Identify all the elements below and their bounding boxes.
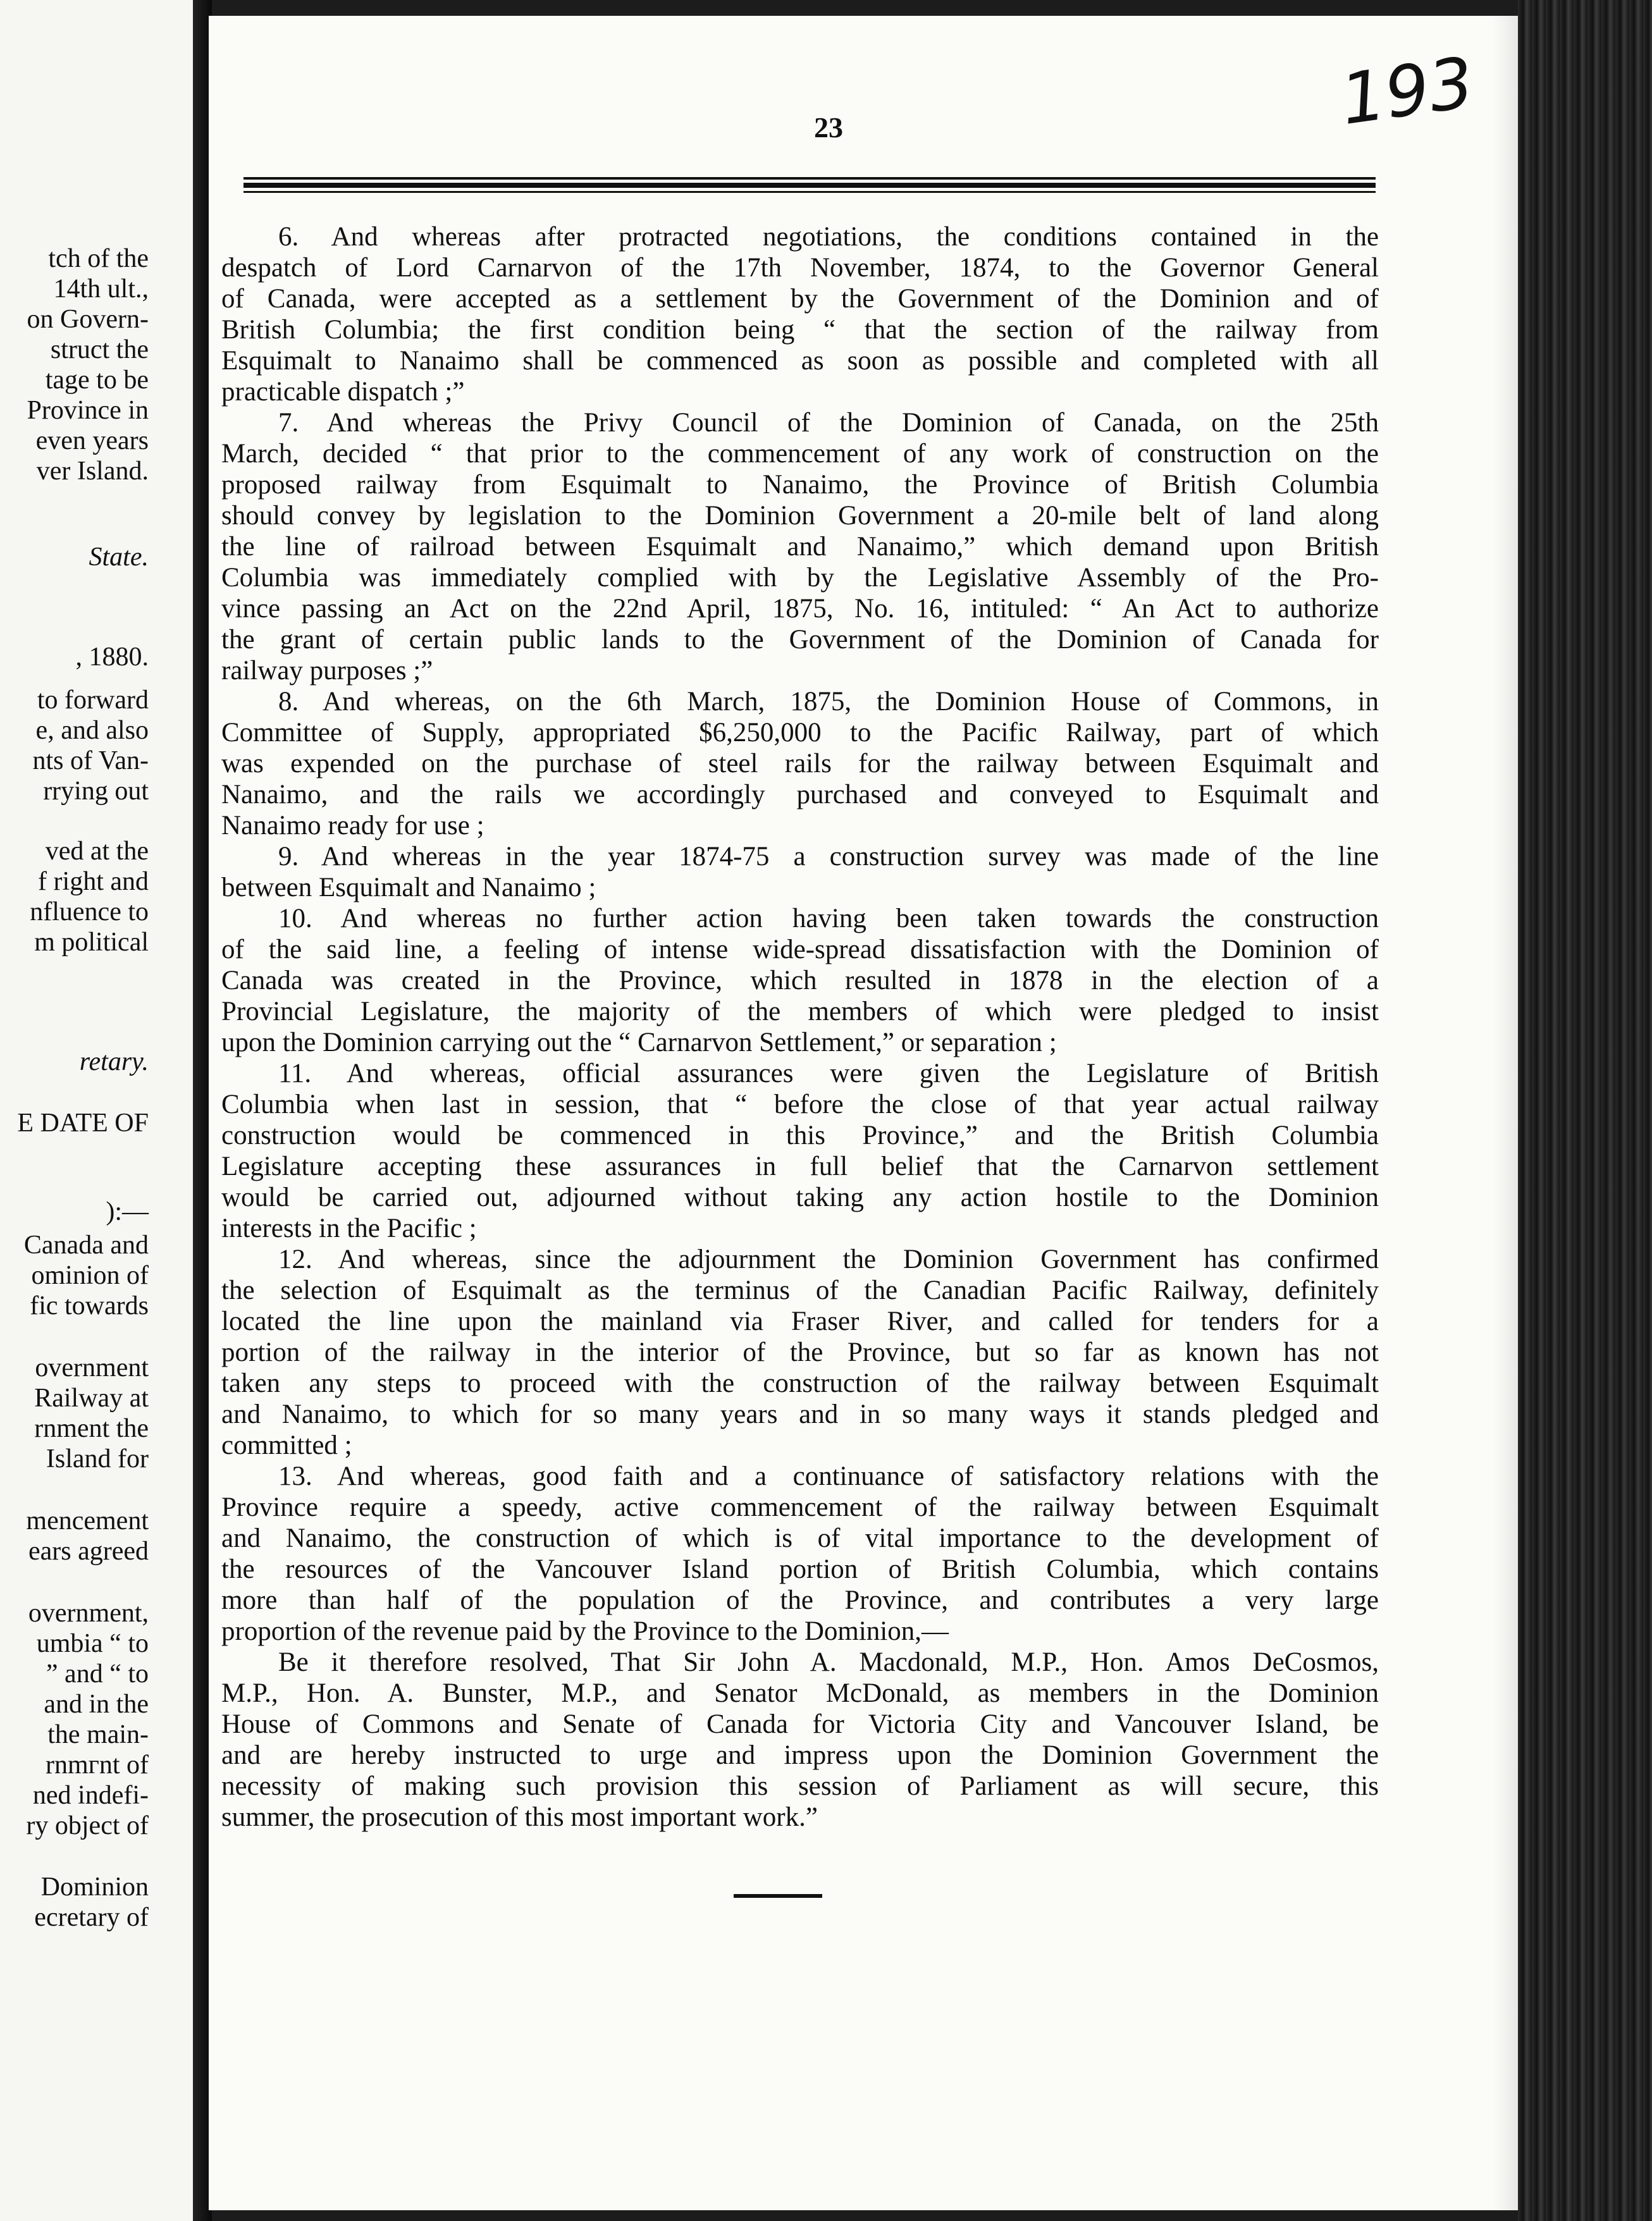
left-page-line: 14th ult., — [53, 274, 149, 304]
left-page-line: tage to be — [45, 366, 149, 395]
text-line: Nanaimo, and the rails we accordingly purchased and conveyed to Esquimalt and — [221, 780, 1379, 809]
document-page — [209, 16, 1518, 2210]
text-line: necessity of making such provision this session of Parliament as will secure, this — [221, 1771, 1379, 1801]
book-edge — [1518, 0, 1652, 2221]
text-line: Esquimalt to Nanaimo shall be commenced as soon as possible and completed with all — [221, 346, 1379, 376]
text-line: Canada was created in the Province, which resulted in 1878 in the election of a — [221, 966, 1379, 995]
text-line: and Nanaimo, to which for so many years and in so many ways it stands pledged and — [221, 1400, 1379, 1429]
text-line: 7. And whereas the Privy Council of the Dominion of Canada, on the 25th — [278, 408, 1379, 438]
left-page-line: rrying out — [43, 777, 149, 806]
header-rule — [243, 183, 1376, 188]
text-line: 8. And whereas, on the 6th March, 1875, the Dominion House of Commons, in — [278, 687, 1379, 717]
text-line: British Columbia; the first condition being “ that the section of the railway from — [221, 315, 1379, 345]
text-line: Legislature accepting these assurances in full belief that the Carnarvon settlement — [221, 1152, 1379, 1181]
handwritten-folio-number: 193 — [1336, 42, 1479, 140]
text-line: 11. And whereas, official assurances were given the Legislature of British — [278, 1059, 1379, 1088]
left-page-line: e, and also — [35, 716, 149, 745]
left-page-line: , 1880. — [75, 643, 149, 672]
text-line: despatch of Lord Carnarvon of the 17th November, 1874, to the Governor General — [221, 253, 1379, 283]
left-page-line: rnment the — [34, 1414, 149, 1443]
left-page-line: ecretary of — [34, 1903, 149, 1932]
closing-rule — [734, 1894, 822, 1898]
text-line: 6. And whereas after protracted negotiations, the conditions contained in the — [278, 222, 1379, 252]
left-page-line: mencement — [26, 1506, 149, 1535]
left-page-line: Canada and — [23, 1231, 149, 1260]
text-line: located the line upon the mainland via Fraser River, and called for tenders for a — [221, 1307, 1379, 1336]
header-rule — [243, 191, 1376, 193]
left-page-line: struct the — [50, 335, 149, 364]
page-number: 23 — [814, 111, 843, 144]
left-page-line: ” and “ to — [46, 1659, 149, 1689]
text-line: 9. And whereas in the year 1874-75 a construction survey was made of the line — [278, 842, 1379, 871]
page-shadow — [1493, 16, 1518, 2210]
left-page-line: m political — [34, 928, 149, 957]
text-line: vince passing an Act on the 22nd April, 1875, No. 16, intituled: “ An Act to authorize — [221, 594, 1379, 624]
text-line: construction would be commenced in this Province,” and the British Columbia — [221, 1121, 1379, 1150]
text-line: and are hereby instructed to urge and impress upon the Dominion Government the — [221, 1740, 1379, 1770]
left-page-line: umbia “ to — [36, 1629, 149, 1658]
left-page-line: f right and — [38, 867, 149, 896]
left-page-line: Province in — [27, 396, 149, 425]
text-line: Be it therefore resolved, That Sir John A. Macdonald, M.P., Hon. Amos DeCosmos, — [278, 1647, 1379, 1677]
text-line: interests in the Pacific ; — [221, 1214, 477, 1243]
text-line: the resources of the Vancouver Island portion of British Columbia, which contains — [221, 1554, 1379, 1584]
text-line: March, decided “ that prior to the commencement of any work of construction on the — [221, 439, 1379, 469]
left-page-line: nts of Van- — [32, 746, 149, 775]
body-text — [221, 221, 1379, 1833]
text-line: summer, the prosecution of this most important work.” — [221, 1802, 818, 1832]
text-line: between Esquimalt and Nanaimo ; — [221, 873, 596, 902]
left-page-line: Dominion — [40, 1873, 149, 1902]
text-line: more than half of the population of the Province, and contributes a very large — [221, 1585, 1379, 1615]
text-line: practicable dispatch ;” — [221, 377, 465, 407]
left-page-line: and in the — [44, 1690, 149, 1719]
left-page-line: ver Island. — [36, 457, 149, 486]
text-line: was expended on the purchase of steel rails for the railway between Esquimalt and — [221, 749, 1379, 778]
text-line: 12. And whereas, since the adjournment the Dominion Government has confirmed — [278, 1245, 1379, 1274]
text-line: Columbia was immediately complied with by the Legislative Assembly of the Pro- — [221, 563, 1379, 593]
left-page-line: even years — [35, 426, 149, 455]
text-line: railway purposes ;” — [221, 656, 433, 686]
left-page-line: State. — [89, 543, 149, 572]
left-page-line: on Govern- — [27, 305, 149, 334]
text-line: Columbia when last in session, that “ before the close of that year actual railway — [221, 1090, 1379, 1119]
text-line: the line of railroad between Esquimalt and Nanaimo,” which demand upon British — [221, 532, 1379, 562]
left-page-line: ominion of — [31, 1261, 149, 1290]
text-line: upon the Dominion carrying out the “ Carnarvon Settlement,” or separation ; — [221, 1028, 1057, 1057]
left-page-line: ears agreed — [28, 1537, 149, 1566]
text-line: taken any steps to proceed with the construction of the railway between Esquimalt — [221, 1369, 1379, 1398]
left-page-line: E DATE OF — [17, 1109, 149, 1138]
text-line: portion of the railway in the interior of the Province, but so far as known has not — [221, 1338, 1379, 1367]
text-line: committed ; — [221, 1430, 352, 1460]
text-line: Nanaimo ready for use ; — [221, 811, 484, 840]
left-page-line: overnment, — [28, 1599, 149, 1628]
left-page-line: ved at the — [45, 837, 149, 866]
text-line: of Canada, were accepted as a settlement by the Government of the Dominion and of — [221, 284, 1379, 314]
text-line: of the said line, a feeling of intense wide-spread dissatisfaction with the Dominion of — [221, 935, 1379, 964]
header-rule — [243, 177, 1376, 180]
left-page-line: to forward — [37, 686, 149, 715]
text-line: proportion of the revenue paid by the Province to the Dominion,— — [221, 1616, 949, 1646]
text-line: 10. And whereas no further action having been taken towards the construction — [278, 904, 1379, 933]
text-line: the grant of certain public lands to the Government of the Dominion of Canada for — [221, 625, 1379, 655]
left-page-line: rnmгnt of — [45, 1750, 149, 1780]
left-page-line: Island for — [46, 1444, 149, 1473]
left-page-line: the main- — [47, 1720, 149, 1749]
text-line: proposed railway from Esquimalt to Nanaimo, the Province of British Columbia — [221, 470, 1379, 500]
left-facing-page — [0, 0, 193, 2221]
text-line: the selection of Esquimalt as the terminus of the Canadian Pacific Railway, definitely — [221, 1276, 1379, 1305]
left-page-line: ):— — [106, 1197, 149, 1226]
text-line: M.P., Hon. A. Bunster, M.P., and Senator McDonald, as members in the Dominion — [221, 1678, 1379, 1708]
left-page-line: ned indefi- — [32, 1781, 149, 1810]
text-line: House of Commons and Senate of Canada for Victoria City and Vancouver Island, be — [221, 1709, 1379, 1739]
text-line: 13. And whereas, good faith and a continuance of satisfactory relations with the — [278, 1461, 1379, 1491]
text-line: and Nanaimo, the construction of which is of vital importance to the development of — [221, 1523, 1379, 1553]
left-page-line: nfluence to — [30, 897, 149, 926]
text-line: Committee of Supply, appropriated $6,250,000 to the Pacific Railway, part of which — [221, 718, 1379, 748]
text-line: should convey by legislation to the Dominion Government a 20-mile belt of land along — [221, 501, 1379, 531]
text-line: would be carried out, adjourned without taking any action hostile to the Dominion — [221, 1183, 1379, 1212]
left-page-line: tch of the — [48, 244, 149, 273]
left-page-line: retary. — [79, 1047, 149, 1076]
left-page-line: Railway at — [34, 1384, 149, 1413]
left-page-line: fic towards — [30, 1291, 149, 1320]
text-line: Provincial Legislature, the majority of the members of which were pledged to insist — [221, 997, 1379, 1026]
text-line: Province require a speedy, active commencement of the railway between Esquimalt — [221, 1492, 1379, 1522]
left-page-line: ry object of — [26, 1811, 149, 1840]
left-page-line: overnment — [35, 1353, 149, 1382]
